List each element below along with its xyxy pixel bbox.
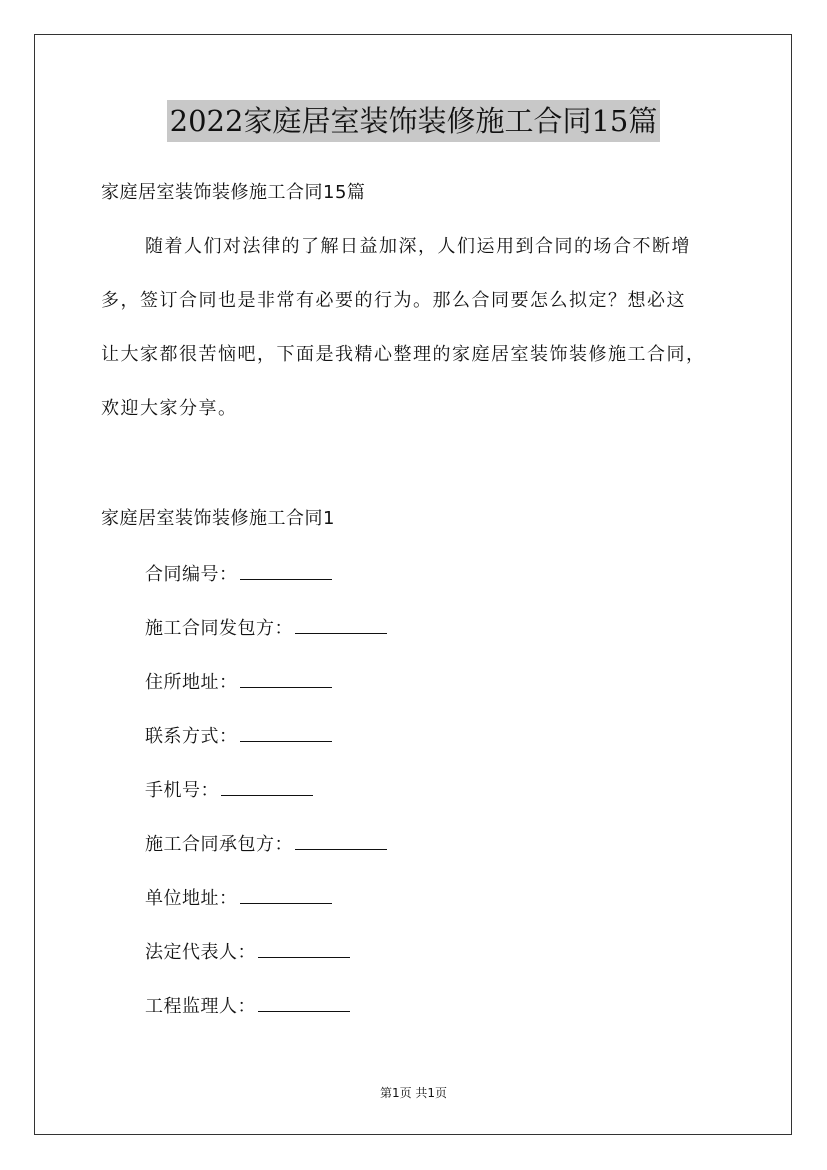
page-footer: 第1页 共1页 [379,1086,448,1100]
field-label: 施工合同承包方： [145,834,293,855]
field-label: 单位地址： [145,888,238,909]
intro-line: 随着人们对法律的了解日益加深，人们运用到合同的场合不断增 [145,236,691,257]
title-container [0,100,827,142]
field-label: 住所地址： [145,672,238,693]
fill-blank [221,777,313,796]
fill-blank [240,669,332,688]
fill-blank [258,939,350,958]
intro-line: 让大家都很苦恼吧，下面是我精心整理的家庭居室装饰装修施工合同， [101,344,706,365]
field-contract-number [145,561,332,588]
fill-blank [295,615,387,634]
document-title: 2022家庭居室装饰装修施工合同15篇 [167,100,661,142]
fill-blank [240,723,332,742]
section-heading: 家庭居室装饰装修施工合同1 [101,508,335,529]
intro-paragraph [101,234,741,450]
field-label: 联系方式： [145,726,238,747]
document-subtitle: 家庭居室装饰装修施工合同15篇 [101,182,366,203]
fill-blank [240,561,332,580]
intro-line: 欢迎大家分享。 [101,398,238,419]
field-address [145,669,332,696]
field-mobile [145,777,313,804]
field-employer [145,615,387,642]
field-legal-rep [145,939,350,966]
field-contact [145,723,332,750]
fill-blank [295,831,387,850]
field-label: 工程监理人： [145,996,256,1017]
fill-blank [240,885,332,904]
field-label: 施工合同发包方： [145,618,293,639]
fill-blank [258,993,350,1012]
field-unit-address [145,885,332,912]
field-contractor [145,831,387,858]
field-label: 手机号： [145,780,219,801]
field-label: 合同编号： [145,564,238,585]
intro-line: 多，签订合同也是非常有必要的行为。那么合同要怎么拟定？想必这 [101,290,686,311]
field-label: 法定代表人： [145,942,256,963]
field-supervisor [145,993,350,1020]
